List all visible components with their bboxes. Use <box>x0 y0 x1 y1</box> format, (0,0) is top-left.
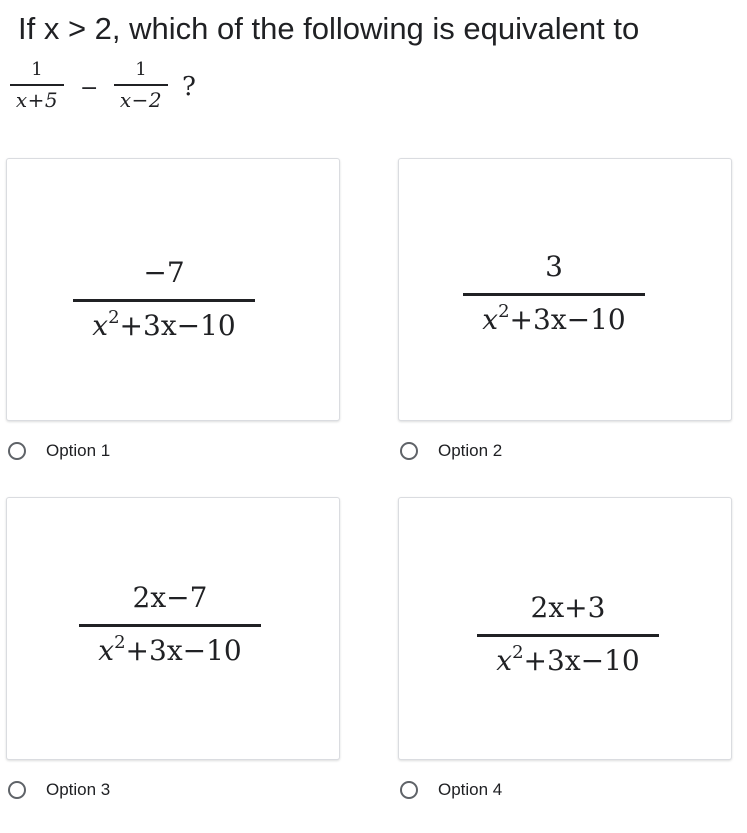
option-2-radio[interactable] <box>400 442 418 460</box>
option-3-choice[interactable] <box>8 780 110 800</box>
option-2-label: Option 2 <box>438 441 503 460</box>
option-2-denominator <box>463 296 645 340</box>
denominator-variable: x <box>92 309 109 342</box>
option-2-fraction <box>463 249 645 340</box>
option-1-image-card[interactable] <box>6 158 340 421</box>
option-3-radio[interactable] <box>8 781 26 799</box>
denominator-exponent: 2 <box>498 301 510 322</box>
denominator-rest: +3x−10 <box>119 309 236 342</box>
fraction-denominator: x+5 <box>15 88 59 112</box>
option-3-numerator: 2x−7 <box>132 581 208 614</box>
denominator-exponent: 2 <box>108 307 120 328</box>
option-4-fraction <box>477 590 659 681</box>
denominator-rest: +3x−10 <box>523 644 640 677</box>
option-2-numerator: 3 <box>545 250 563 283</box>
option-3-fraction <box>79 580 261 671</box>
option-4-choice[interactable] <box>400 780 502 800</box>
denominator-rest: +3x−10 <box>509 303 626 336</box>
option-1-choice[interactable] <box>8 441 110 461</box>
option-3-denominator <box>79 627 261 671</box>
denominator-variable: x <box>496 644 513 677</box>
option-1-radio[interactable] <box>8 442 26 460</box>
fraction-numerator: 1 <box>135 59 147 80</box>
option-1-label: Option 1 <box>46 441 111 460</box>
denominator-variable: x <box>98 634 115 667</box>
option-2-choice[interactable] <box>400 441 502 461</box>
denominator-exponent: 2 <box>114 632 126 653</box>
fraction-1-over-x-minus-2 <box>112 58 170 114</box>
option-4-numerator: 2x+3 <box>530 591 606 624</box>
denominator-exponent: 2 <box>512 642 524 663</box>
option-3-label: Option 3 <box>46 780 111 799</box>
option-4-denominator <box>477 637 659 681</box>
question-mark: ? <box>182 72 196 102</box>
denominator-variable: x <box>482 303 499 336</box>
option-4-label: Option 4 <box>438 780 503 799</box>
option-4-image-card[interactable] <box>398 497 732 760</box>
option-1-fraction <box>73 255 255 346</box>
option-3-image-card[interactable] <box>6 497 340 760</box>
fraction-1-over-x-plus-5 <box>8 58 66 114</box>
minus-sign: − <box>80 76 99 101</box>
fraction-denominator: x−2 <box>119 88 163 112</box>
denominator-rest: +3x−10 <box>125 634 242 667</box>
option-4-radio[interactable] <box>400 781 418 799</box>
fraction-numerator: 1 <box>31 59 43 80</box>
question-text: If x > 2, which of the following is equivalent to <box>18 11 640 46</box>
option-2-image-card[interactable] <box>398 158 732 421</box>
option-1-denominator <box>73 302 255 346</box>
question-expression <box>8 58 268 128</box>
option-1-numerator: −7 <box>143 256 185 289</box>
